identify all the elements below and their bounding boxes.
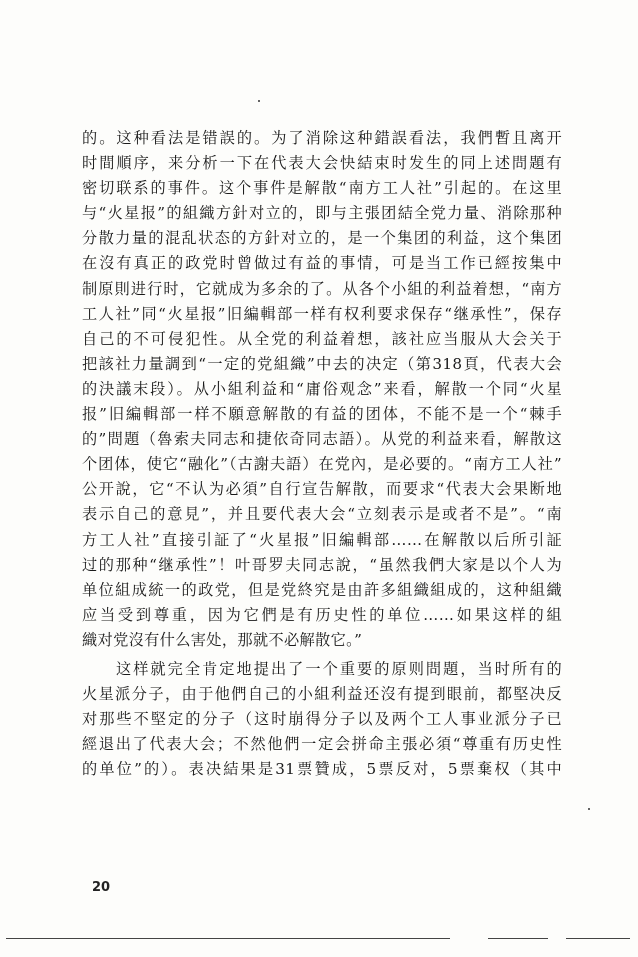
text-line: 把該社力量調到“一定的党組織”中去的决定（第318頁，代表大会: [82, 354, 562, 373]
text-line: 表示自己的意見”，并且要代表大会“立刻表示是或者不是”。“南: [82, 505, 562, 524]
footer-rule-left: [6, 938, 450, 939]
paragraph-1: [82, 126, 562, 653]
text-line: 的”問題（魯索夫同志和捷依奇同志語）。从党的利益来看，解散这: [82, 430, 562, 449]
text-line: 单位組成統一的政党，但是党終究是由許多組織組成的，这种組織: [82, 580, 562, 599]
footer-rule-middle: [488, 938, 548, 939]
text-line: 的決議末段）。从小組利益和“庸俗观念”来看，解散一个同“火星: [82, 379, 562, 398]
text-line: 火星派分子，由于他們自己的小組利益还沒有提到眼前，都堅决反: [82, 685, 562, 704]
text-line: 密切联系的事件。这个事件是解散“南方工人社”引起的。在这里: [82, 179, 562, 198]
text-line: 工人社”同“火星报”旧編輯部一样有权利要求保存“继承性”，保存: [82, 304, 562, 323]
text-line: 对那些不堅定的分子（这时崩得分子以及两个工人事业派分子已: [82, 710, 562, 729]
text-line: 过的那种“继承性”！叶哥罗夫同志說，“虽然我們大家是以个人为: [82, 555, 562, 574]
text-line: 經退出了代表大会；不然他們一定会拼命主張必須“尊重有历史性: [82, 735, 562, 754]
text-line: 自己的不可侵犯性。从全党的利益着想，該社应当服从大会关于: [82, 329, 562, 348]
scan-speck: [258, 100, 260, 102]
paragraph-2: [82, 657, 562, 782]
body-text: [82, 126, 562, 782]
footer-rule-right: [566, 938, 630, 939]
text-line: 个团体，使它“融化”（古謝夫語）在党內，是必要的。“南方工人社”: [82, 455, 562, 474]
text-line: 的单位”的）。表决結果是31票贊成，5票反对，5票棄权（其中: [82, 760, 562, 779]
text-line: 这样就完全肯定地提出了一个重要的原则問題，当时所有的: [116, 659, 562, 678]
text-line: 的。这种看法是错誤的。为了消除这种錯誤看法，我們暫且离开: [82, 129, 562, 147]
text-line: 公开說，它“不认为必須”自行宣告解散，而要求“代表大会果断地: [82, 480, 562, 499]
text-line: 时間順序，来分析一下在代表大会快結束时发生的同上述問題有: [82, 154, 562, 173]
text-line: 报”旧編輯部一样不願意解散的有益的团体，不能不是一个“棘手: [82, 405, 562, 424]
text-line: 分散力量的混乱状态的方針对立的，是一个集团的利益，这个集团: [82, 229, 562, 248]
text-line: 与“火星报”的組織方針对立的，即与主張团結全党力量、消除那种: [82, 204, 562, 223]
scan-speck: [588, 808, 590, 810]
text-line: 方工人社”直接引証了“火星报”旧編輯部……在解散以后所引証: [82, 530, 562, 549]
page-number: 20: [92, 880, 111, 895]
text-line: 在沒有真正的政党时曾做过有益的事情，可是当工作已經按集中: [82, 254, 562, 273]
text-line: 織对党沒有什么害处，那就不必解散它。”: [82, 630, 363, 649]
text-line: 制原則进行时，它就成为多余的了。从各个小組的利益着想，“南方: [82, 279, 562, 298]
text-line: 应当受到尊重，因为它們是有历史性的单位……如果这样的組: [82, 605, 562, 624]
